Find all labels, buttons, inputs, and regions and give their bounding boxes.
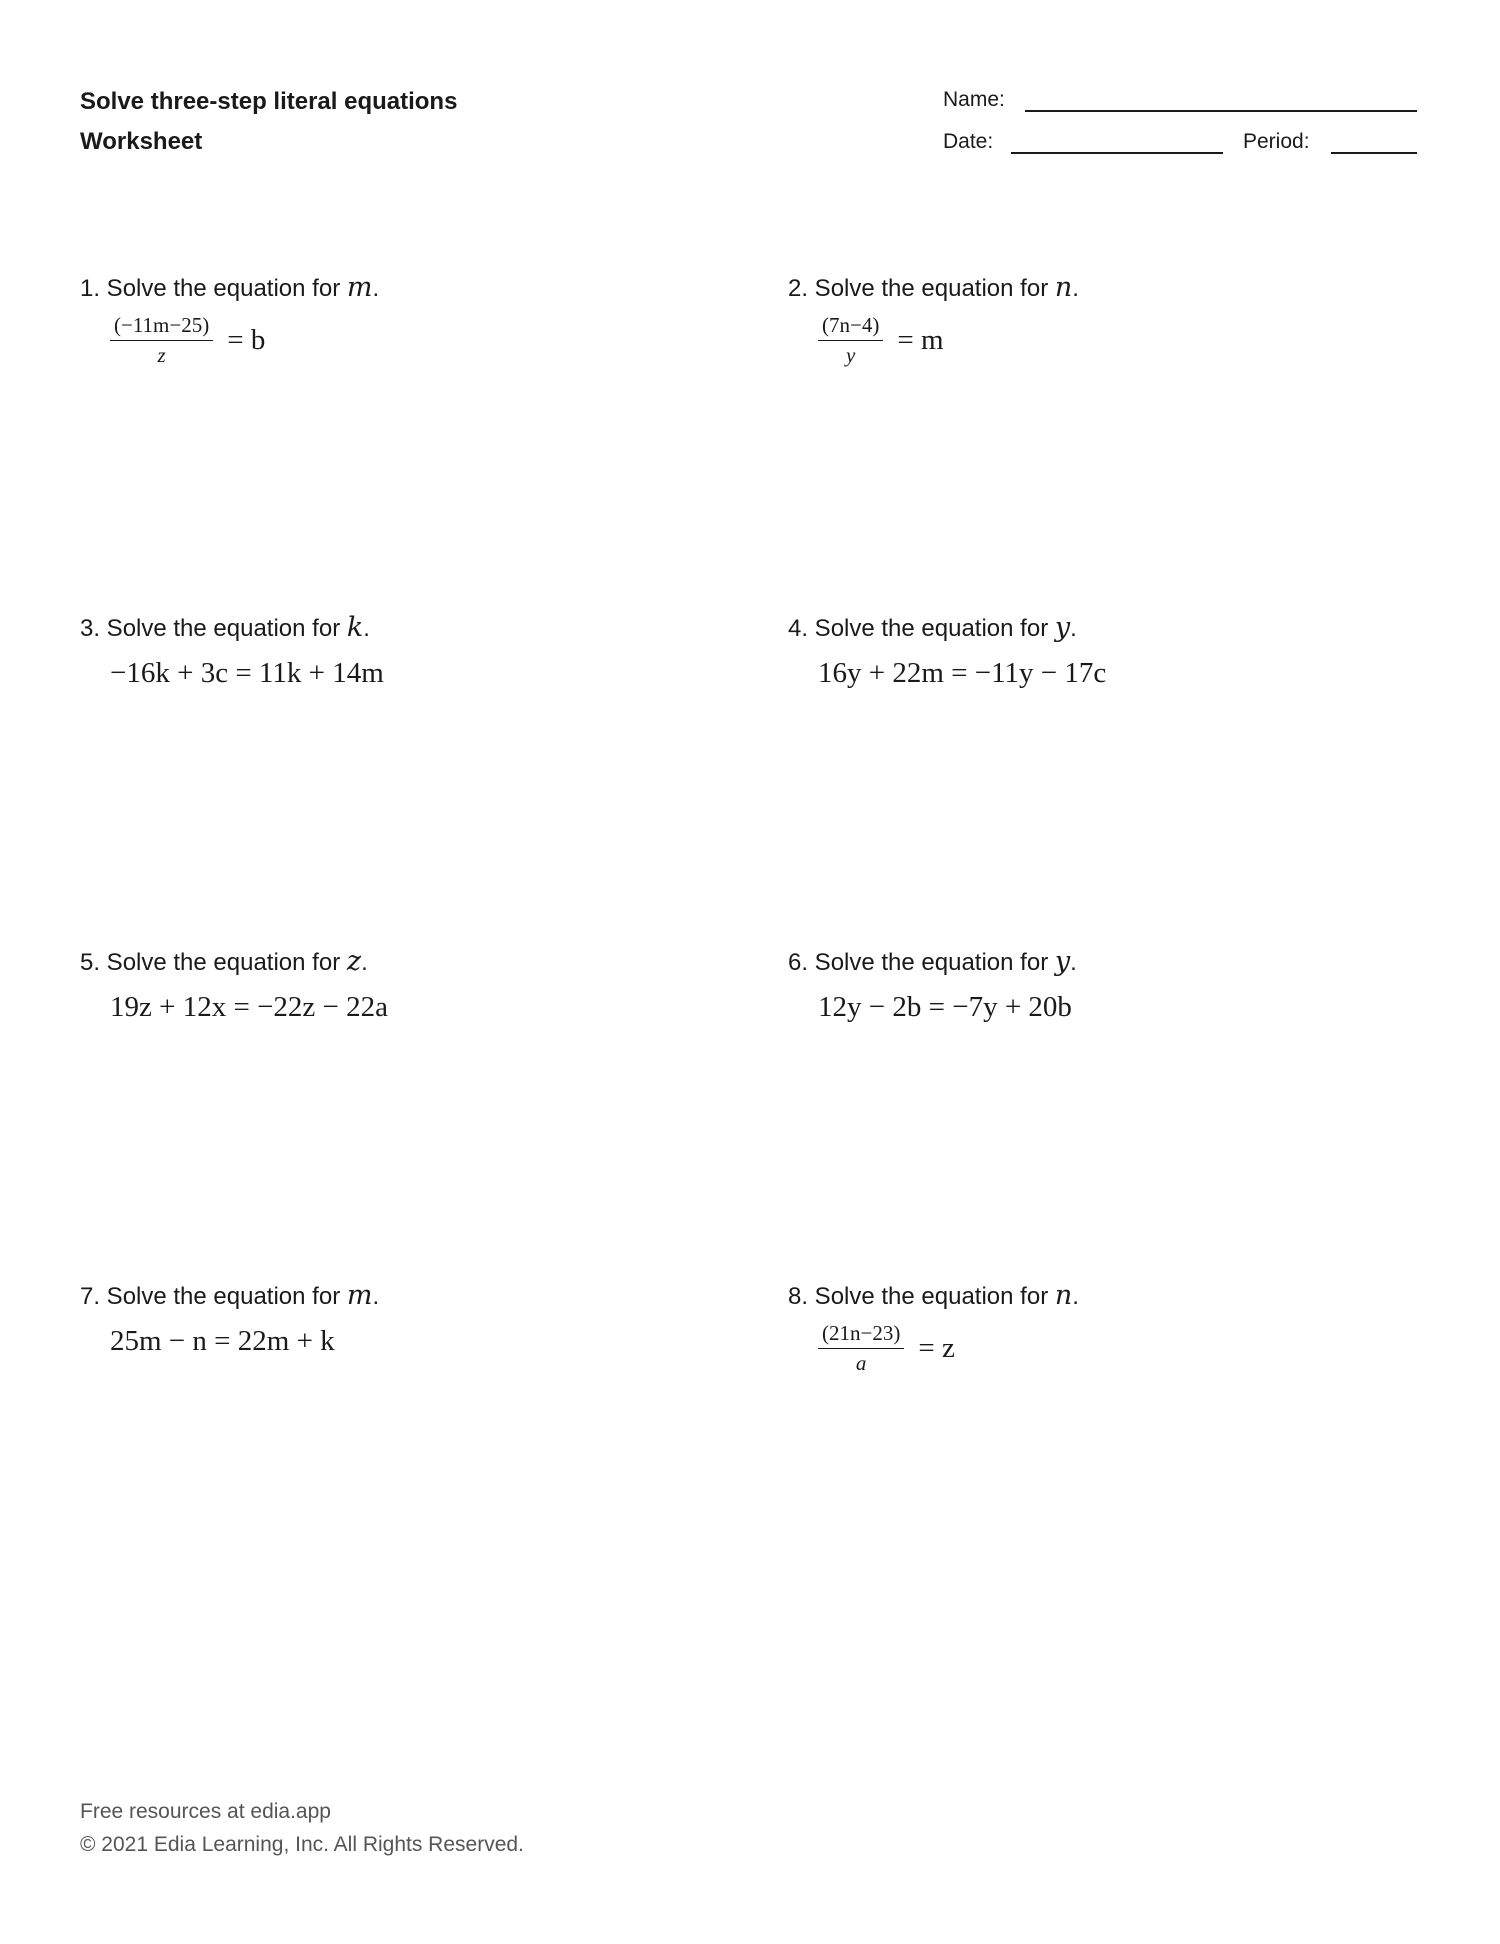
footer xyxy=(80,1795,524,1861)
target-variable: m xyxy=(346,272,373,303)
target-variable: n xyxy=(1054,1280,1073,1311)
date-label: Date: xyxy=(943,130,994,153)
prompt-text: 2. Solve the equation for xyxy=(788,275,1049,302)
problem-5 xyxy=(80,946,388,1024)
equation: −16k + 3c = 11k + 14m xyxy=(110,657,384,689)
name-label: Name: xyxy=(943,88,1005,111)
right-hand-side: = m xyxy=(897,324,944,356)
problem-6 xyxy=(788,946,1077,1024)
footer-resources-link[interactable]: Free resources at edia.app xyxy=(80,1800,331,1823)
prompt-text: 5. Solve the equation for xyxy=(80,949,341,976)
numerator: (7n−4) xyxy=(818,313,883,341)
problem-prompt: 3. Solve the equation for k. xyxy=(80,612,370,643)
problem-3 xyxy=(80,612,384,690)
equation: 12y − 2b = −7y + 20b xyxy=(818,991,1072,1023)
right-hand-side: = z xyxy=(918,1332,955,1364)
equation xyxy=(818,313,1079,368)
denominator: z xyxy=(157,343,166,367)
date-blank-line[interactable] xyxy=(1011,152,1223,154)
period-label: Period: xyxy=(1243,130,1310,153)
prompt-text: 3. Solve the equation for xyxy=(80,615,341,642)
prompt-text: 6. Solve the equation for xyxy=(788,949,1049,976)
denominator: a xyxy=(855,1351,867,1375)
footer-copyright: © 2021 Edia Learning, Inc. All Rights Reserved. xyxy=(80,1833,524,1856)
equation: 16y + 22m = −11y − 17c xyxy=(818,657,1107,689)
problem-prompt: 1. Solve the equation for m. xyxy=(80,272,380,303)
problem-prompt: 5. Solve the equation for z. xyxy=(80,946,368,977)
fraction xyxy=(818,1321,904,1376)
equation: 25m − n = 22m + k xyxy=(110,1325,335,1357)
denominator: y xyxy=(846,343,856,367)
problem-prompt: 2. Solve the equation for n. xyxy=(788,272,1079,303)
period-blank-line[interactable] xyxy=(1331,152,1417,154)
problem-prompt: 7. Solve the equation for m. xyxy=(80,1280,380,1311)
fraction xyxy=(818,313,883,368)
problem-prompt: 4. Solve the equation for y. xyxy=(788,612,1077,643)
problem-4 xyxy=(788,612,1106,690)
title-block xyxy=(80,82,457,162)
problem-2 xyxy=(788,272,1079,368)
equation: 19z + 12x = −22z − 22a xyxy=(110,991,389,1023)
right-hand-side: = b xyxy=(227,324,266,356)
problem-1 xyxy=(80,272,379,368)
student-info-fields xyxy=(943,88,1418,172)
prompt-text: 1. Solve the equation for xyxy=(80,275,341,302)
equation xyxy=(818,1321,1079,1376)
equation xyxy=(110,313,379,368)
fraction xyxy=(110,313,213,368)
target-variable: n xyxy=(1054,272,1073,303)
name-blank-line[interactable] xyxy=(1025,110,1417,112)
prompt-text: 8. Solve the equation for xyxy=(788,1283,1049,1310)
problem-prompt: 8. Solve the equation for n. xyxy=(788,1280,1079,1311)
date-period-row xyxy=(943,130,1418,172)
prompt-text: 4. Solve the equation for xyxy=(788,615,1049,642)
problem-prompt: 6. Solve the equation for y. xyxy=(788,946,1077,977)
prompt-text: 7. Solve the equation for xyxy=(80,1283,341,1310)
name-field-row xyxy=(943,88,1418,130)
target-variable: z xyxy=(346,946,362,977)
target-variable: y xyxy=(1054,946,1071,977)
worksheet-title: Solve three-step literal equations xyxy=(80,88,458,115)
problem-8 xyxy=(788,1280,1079,1376)
worksheet-subtitle: Worksheet xyxy=(80,128,203,155)
target-variable: y xyxy=(1054,612,1071,643)
numerator: (21n−23) xyxy=(818,1321,904,1349)
target-variable: m xyxy=(346,1280,373,1311)
target-variable: k xyxy=(346,612,364,643)
numerator: (−11m−25) xyxy=(110,313,213,341)
problem-7 xyxy=(80,1280,379,1358)
